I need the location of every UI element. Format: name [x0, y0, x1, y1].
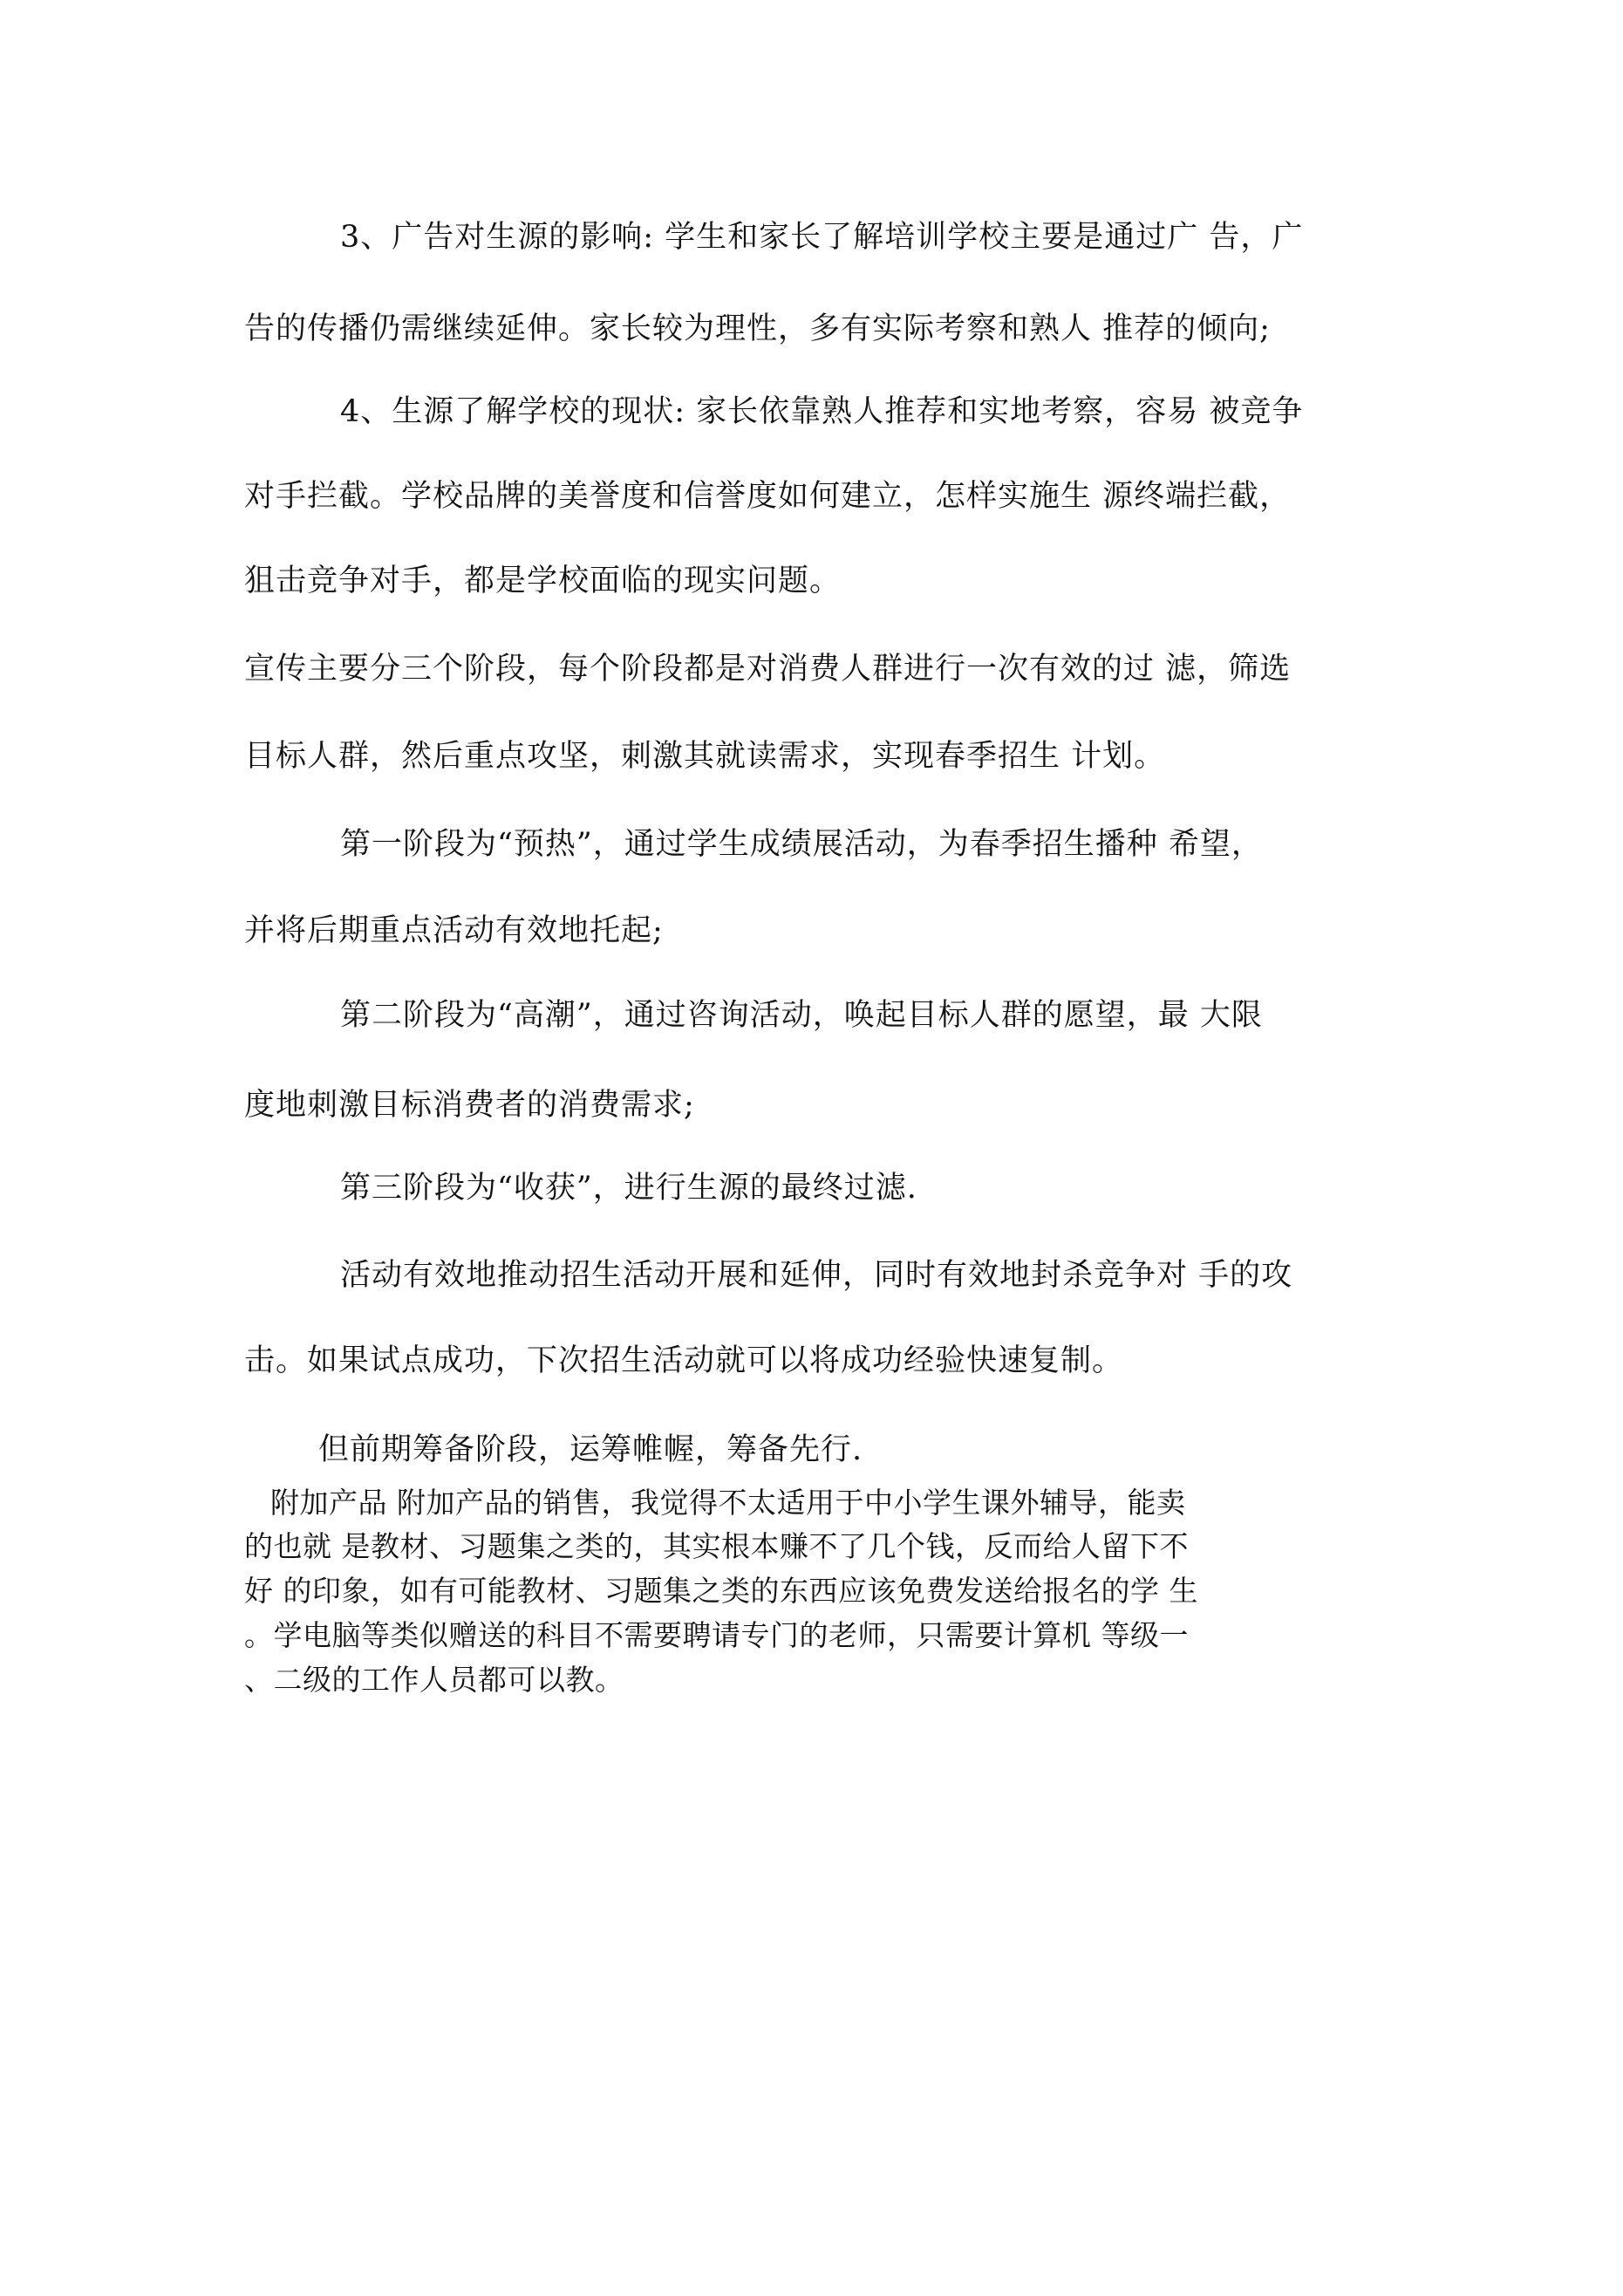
text-line: 活动有效地推动招生活动开展和延伸，同时有效地封杀竞争对 手的攻	[340, 1258, 1293, 1293]
text-line: 3、广告对生源的影响: 学生和家长了解培训学校主要是通过广 告，广	[340, 220, 1304, 255]
text-line: 第三阶段为“收获”，进行生源的最终过滤.	[340, 1171, 917, 1206]
text-line: 。学电脑等类似赠送的科目不需要聘请专门的老师，只需要计算机 等级一	[244, 1618, 1189, 1652]
text-line: 但前期筹备阶段，运筹帷幄，筹备先行.	[318, 1432, 863, 1467]
text-line: 、二级的工作人员都可以教。	[244, 1663, 624, 1697]
text-line: 度地刺激目标消费者的消费需求;	[244, 1088, 695, 1123]
text-line: 告的传播仍需继续延伸。家长较为理性，多有实际考察和熟人 推荐的倾向;	[244, 311, 1271, 346]
text-line: 对手拦截。学校品牌的美誉度和信誉度如何建立，怎样实施生 源终端拦截，	[244, 479, 1292, 514]
text-line: 目标人群，然后重点攻坚，刺激其就读需求，实现春季招生 计划。	[244, 739, 1166, 774]
text-line: 的也就 是教材、习题集之类的，其实根本赚不了几个钱，反而给人留下不	[244, 1529, 1189, 1563]
text-line: 好 的印象，如有可能教材、习题集之类的东西应该免费发送给报名的学 生	[244, 1574, 1198, 1608]
text-line: 附加产品 附加产品的销售，我觉得不太适用于中小学生课外辅导，能卖	[270, 1486, 1186, 1520]
text-line: 狙击竞争对手，都是学校面临的现实问题。	[244, 564, 842, 598]
text-line: 并将后期重点活动有效地托起;	[244, 913, 664, 948]
text-line: 4、生源了解学校的现状: 家长依靠熟人推荐和实地考察，容易 被竞争	[340, 394, 1304, 429]
text-line: 击。如果试点成功，下次招生活动就可以将成功经验快速复制。	[244, 1343, 1124, 1378]
text-line: 第二阶段为“高潮”，通过咨询活动，唤起目标人群的愿望，最 大限	[340, 998, 1263, 1033]
text-line: 宣传主要分三个阶段，每个阶段都是对消费人群进行一次有效的过 滤，筛选	[244, 652, 1292, 687]
text-line: 第一阶段为“预热”，通过学生成绩展活动，为春季招生播种 希望，	[340, 827, 1263, 862]
